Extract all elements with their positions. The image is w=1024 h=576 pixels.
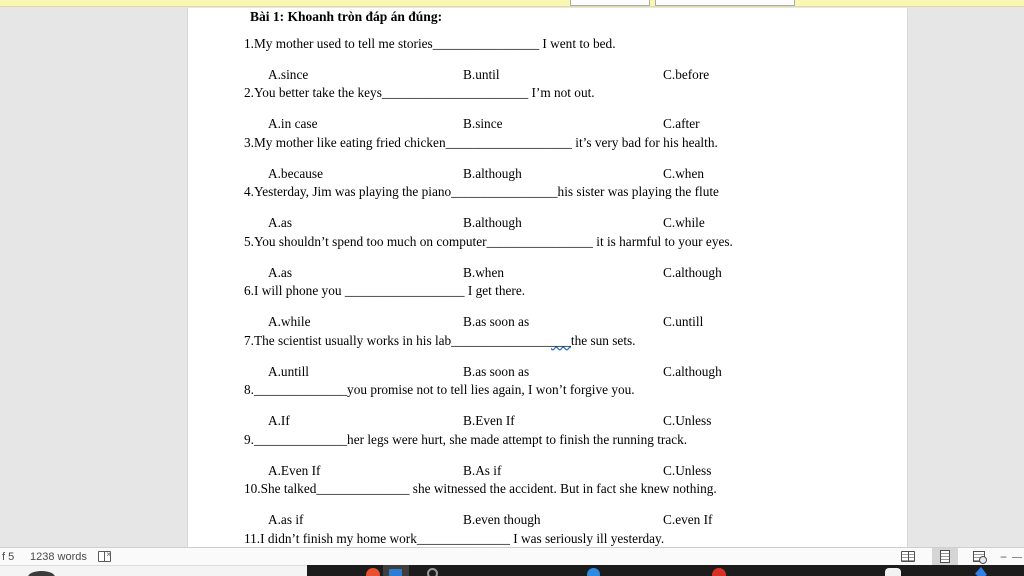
options-line [188,166,909,183]
option-b: B.when [463,264,504,280]
web-layout-button[interactable] [966,548,992,565]
start-button-icon[interactable] [28,571,55,576]
top-toolbar-strip [0,0,1024,7]
orange-app-icon[interactable] [366,568,380,576]
partial-dialog-button[interactable] [655,0,795,6]
question-line [244,382,904,398]
option-c: C.although [663,363,722,379]
question-text: 9.______________her legs were hurt, she made attempt to finish the running track. [244,431,688,447]
exercise-title: Bài 1: Khoanh tròn đáp án đúng: [250,9,443,24]
option-b: B.although [463,215,522,231]
question-line [244,135,904,151]
web-layout-icon [973,551,985,562]
option-b: B.since [463,116,503,132]
partial-dialog-button[interactable] [570,0,650,6]
options-line [188,215,909,232]
option-b: B.even though [463,512,541,528]
question-text-after: the sun sets. [570,332,636,348]
window-edge [0,565,307,576]
options-line [188,265,909,282]
white-app-icon[interactable] [885,568,901,576]
option-c: C.Unless [663,462,712,478]
question-text: 3.My mother like eating fried chicken___________________ it’s very bad for his health. [244,134,718,150]
option-a: A.in case [268,116,318,132]
read-mode-button[interactable] [895,548,921,565]
question-text: 4.Yesterday, Jim was playing the piano________________his sister was playing the flute [244,184,719,200]
question-text: 11.I didn’t finish my home work______________ I was seriously ill yesterday. [244,530,665,546]
option-b: B.as soon as [463,363,530,379]
settings-ring-icon[interactable] [427,568,438,576]
option-a: A.while [268,314,311,330]
option-c: C.when [663,165,704,181]
options-line [188,463,909,480]
question-text: 2.You better take the keys______________________ I’m not out. [244,85,595,101]
question-text: 10.She talked______________ she witnessed the accident. But in fact she knew nothing. [244,481,717,497]
proofing-errors-icon[interactable] [98,551,111,562]
word-count[interactable]: 1238 words [30,551,87,563]
document-page[interactable] [187,8,908,547]
option-c: C.after [663,116,700,132]
options-line [188,116,909,133]
question-line [244,85,904,101]
option-c: C.while [663,215,705,231]
page-info[interactable]: f 5 [2,551,15,563]
word-status-bar [0,547,1024,565]
option-a: A.because [268,165,324,181]
option-a: A.untill [268,363,310,379]
blue-kite-icon[interactable] [975,567,987,576]
option-b: B.Even If [463,413,515,429]
zoom-out-button[interactable]: − [1000,550,1008,564]
option-a: A.Even If [268,462,321,478]
options-line [188,512,909,529]
options-line [188,364,909,381]
option-c: C.untill [663,314,704,330]
red-app-icon[interactable] [712,568,726,576]
question-line [244,36,904,52]
question-line [244,481,904,497]
question-text: 8.______________you promise not to tell lies again, I won’t forgive you. [244,382,635,398]
option-c: C.Unless [663,413,712,429]
question-text: 6.I will phone you __________________ I get there. [244,283,526,299]
option-b: B.although [463,165,522,181]
question-line [244,432,904,448]
option-b: B.until [463,67,500,82]
question-text: 1.My mother used to tell me stories________________ I went to bed. [244,36,616,51]
grammar-squiggle-text: ___ [550,332,571,348]
option-a: A.since [268,67,309,82]
options-line [188,413,909,430]
question-line [244,283,904,299]
option-c: C.before [663,67,710,82]
question-text: 5.You shouldn’t spend too much on computer________________ it is harmful to your eyes. [244,233,733,249]
option-c: C.although [663,264,722,280]
zoom-slider[interactable] [1012,557,1022,558]
option-b: B.as soon as [463,314,530,330]
question-text: 7.The scientist usually works in his lab_______________ [244,332,551,348]
question-line [244,184,904,200]
option-a: A.as [268,215,293,231]
options-line [188,67,909,84]
document-workspace [0,8,1024,547]
bottom-strip [0,565,1024,576]
read-mode-icon [901,551,915,562]
print-layout-button[interactable] [932,548,958,565]
question-line [244,234,904,250]
option-a: A.as [268,264,293,280]
print-layout-icon [940,550,950,563]
windows-taskbar[interactable] [307,565,1024,576]
option-a: A.If [268,413,290,429]
option-a: A.as if [268,512,304,528]
option-b: B.As if [463,462,502,478]
option-c: C.even If [663,512,713,528]
question-line [244,531,904,547]
options-line [188,314,909,331]
blue-app-icon[interactable] [587,568,600,576]
word-icon[interactable] [389,569,402,576]
question-line [244,333,904,349]
